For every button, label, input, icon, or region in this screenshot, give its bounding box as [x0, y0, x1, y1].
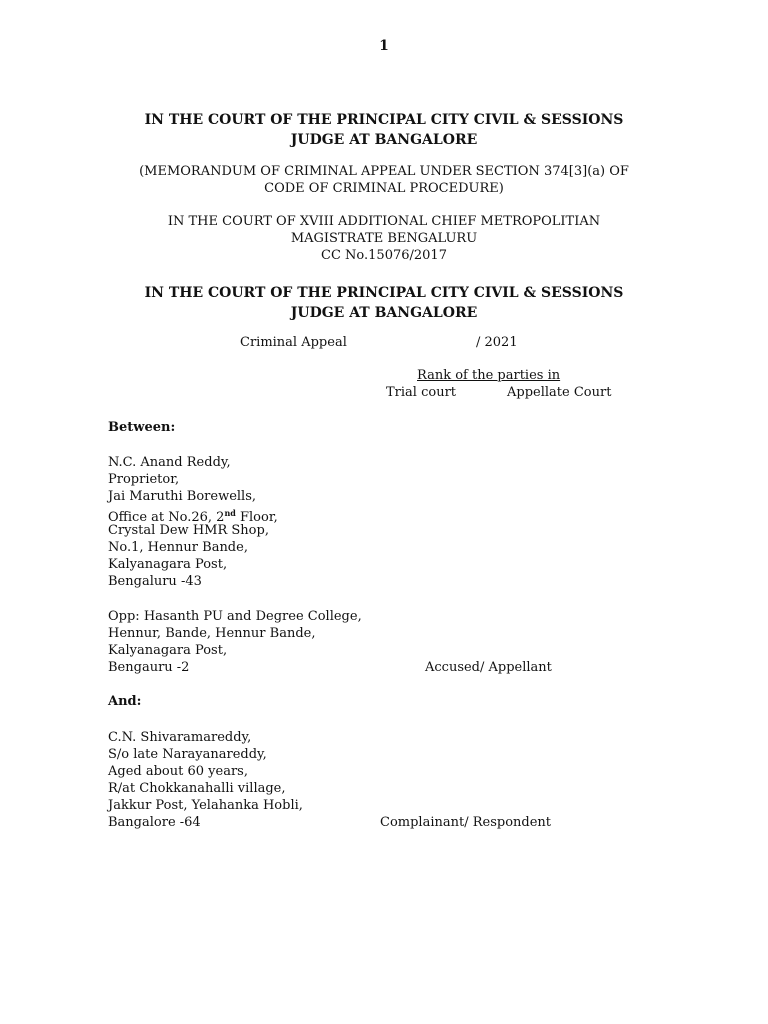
appellant-city: Bengaluru -43: [108, 574, 202, 589]
court-heading-2-line1: IN THE COURT OF THE PRINCIPAL CITY CIVIL & SESSIONS: [144, 285, 624, 301]
rank-trial-court: Trial court: [386, 385, 457, 400]
lower-court-line2: MAGISTRATE BENGALURU: [290, 231, 478, 246]
between-label: Between:: [108, 420, 176, 435]
respondent-post: Jakkur Post, Yelahanka Hobli,: [108, 798, 303, 813]
appellant-opp-4: Bengauru -2: [108, 660, 190, 675]
rank-heading: Rank of the parties in: [417, 368, 561, 383]
appellant-office-ordinal: nd: [224, 508, 236, 518]
court-heading-1: [0, 110, 768, 150]
page-number: 1: [379, 38, 389, 54]
appellant-firm: Jai Maruthi Borewells,: [108, 489, 257, 504]
appellant-office-floor: Floor,: [235, 510, 278, 525]
appellant-designation: Accused/ Appellant: [425, 660, 552, 675]
court-heading-2: [0, 283, 768, 323]
memorandum-title: [0, 163, 768, 197]
rank-appellate-court: Appellate Court: [507, 385, 612, 400]
memorandum-line1: (MEMORANDUM OF CRIMINAL APPEAL UNDER SECTION 374[3](a) OF: [139, 164, 629, 179]
lower-court-block: [0, 213, 768, 264]
court-heading-1-line1: IN THE COURT OF THE PRINCIPAL CITY CIVIL & SESSIONS: [144, 112, 624, 128]
appellant-name: N.C. Anand Reddy,: [108, 455, 231, 470]
memorandum-line2: CODE OF CRIMINAL PROCEDURE): [264, 181, 504, 196]
appellant-opp-3: Kalyanagara Post,: [108, 643, 228, 658]
criminal-appeal-label: Criminal Appeal: [240, 335, 347, 350]
respondent-age: Aged about 60 years,: [108, 764, 248, 779]
appellant-address-1: No.1, Hennur Bande,: [108, 540, 248, 555]
appellant-office-text: Office at No.26, 2: [108, 510, 225, 525]
respondent-name: C.N. Shivaramareddy,: [108, 730, 252, 745]
respondent-village: R/at Chokkanahalli village,: [108, 781, 286, 796]
appellant-opp-1: Opp: Hasanth PU and Degree College,: [108, 609, 362, 624]
court-heading-2-line2: JUDGE AT BANGALORE: [290, 305, 478, 321]
appellant-opp-2: Hennur, Bande, Hennur Bande,: [108, 626, 316, 641]
criminal-appeal-number: / 2021: [476, 335, 518, 350]
appellant-address-2: Kalyanagara Post,: [108, 557, 228, 572]
respondent-designation: Complainant/ Respondent: [380, 815, 552, 830]
case-number: CC No.15076/2017: [321, 248, 447, 263]
respondent-father: S/o late Narayanareddy,: [108, 747, 267, 762]
court-heading-1-line2: JUDGE AT BANGALORE: [290, 132, 478, 148]
appellant-shop: Crystal Dew HMR Shop,: [108, 523, 269, 538]
and-label: And:: [108, 694, 142, 709]
lower-court-line1: IN THE COURT OF XVIII ADDITIONAL CHIEF METROPOLITIAN: [167, 214, 601, 229]
appellant-role: Proprietor,: [108, 472, 180, 487]
respondent-city: Bangalore -64: [108, 815, 201, 830]
